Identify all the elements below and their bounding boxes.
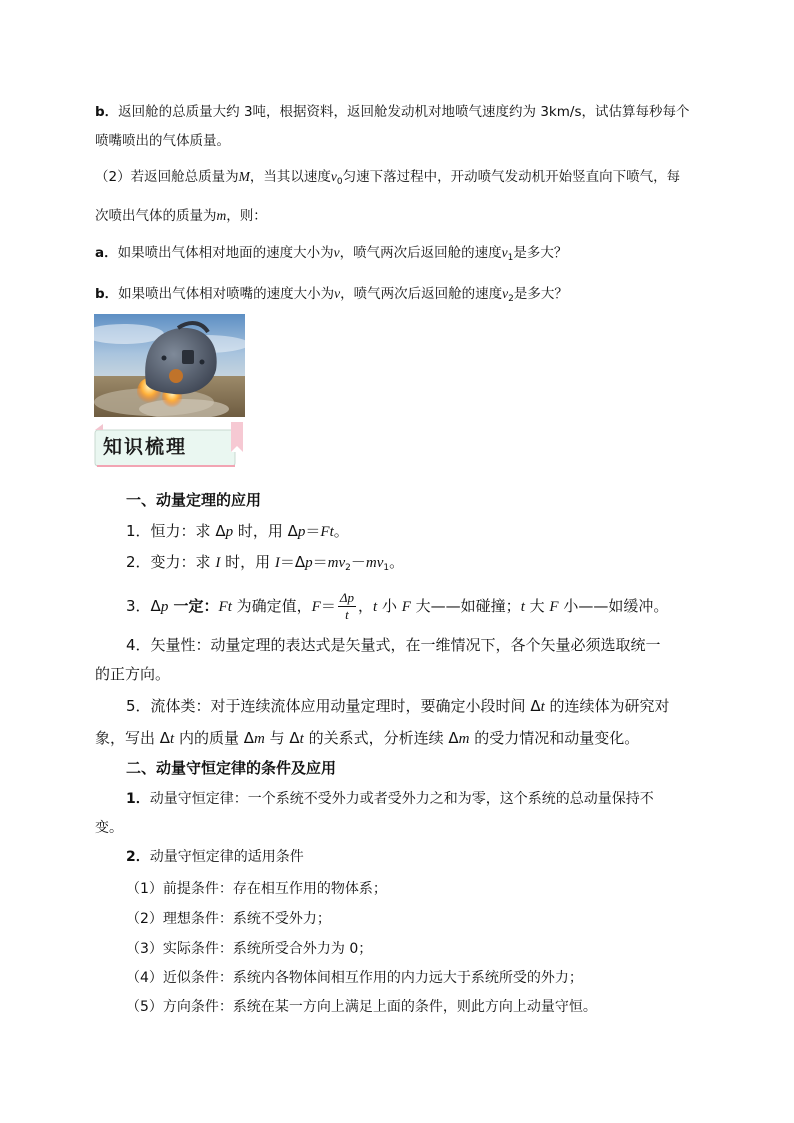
num: 3． — [126, 597, 151, 615]
txt: ＝ — [305, 522, 321, 540]
s1-item-1 — [126, 520, 349, 543]
qa-text3: 是多大？ — [513, 245, 568, 261]
txt: 的连续体为研究对 — [544, 697, 670, 715]
var-F: F — [401, 599, 411, 615]
problem-b-text: 返回舱的总质量大约 3吨，根据资料，返回舱发动机对地喷气速度约为 3km/s，试估算每秒每个 — [118, 104, 690, 120]
txt: 的受力情况和动量变化。 — [469, 729, 640, 747]
section-1-heading: 一、动量定理的应用 — [126, 491, 262, 509]
s1-item-5-cont — [95, 727, 639, 750]
qb-text3: 是多大？ — [513, 286, 568, 302]
txt: 内的质量 Δ — [174, 729, 255, 747]
var-t: t — [540, 699, 545, 715]
txt: 动量守恒定律的适用条件 — [149, 849, 304, 865]
s2-item-1 — [126, 789, 736, 809]
label-b2: b． — [95, 286, 119, 302]
label-b: b． — [95, 104, 119, 120]
txt: 与 Δ — [264, 729, 300, 747]
sub-1: 1 — [507, 253, 514, 263]
var-mv: mv — [327, 555, 346, 571]
question-a — [95, 243, 705, 263]
txt: 矢量性：动量定理的表达式是矢量式，在一维情况下，各个矢量必须选取统一 — [150, 636, 661, 654]
num: 4． — [126, 636, 151, 654]
var-v2: v — [502, 286, 509, 301]
num: 5． — [126, 697, 151, 715]
condition-1: （1）前提条件：存在相互作用的物体系； — [126, 881, 387, 897]
problem-b-line — [95, 102, 705, 122]
var-I: I — [215, 555, 221, 571]
label-a: a． — [95, 245, 118, 261]
txt: 。 — [389, 553, 405, 571]
s1-item-4-cont: 的正方向。 — [95, 665, 171, 683]
q2-mid: ，当其以速度 — [249, 169, 331, 185]
txt: ＝ — [312, 553, 328, 571]
sub: 1 — [383, 563, 390, 573]
txt: Δ — [150, 597, 161, 615]
s1-item-3 — [126, 590, 668, 623]
var-p: p — [160, 599, 169, 615]
num: 1． — [126, 522, 151, 540]
var-m: m — [216, 208, 227, 223]
var-v1: v — [501, 245, 508, 260]
var-p: p — [297, 524, 306, 540]
txt: 动量守恒定律：一个系统不受外力或者受外力之和为零，这个系统的总动量保持不 — [149, 791, 654, 807]
condition-2: （2）理想条件：系统不受外力； — [126, 911, 331, 927]
txt: ＝Δ — [279, 553, 306, 571]
banner-title: 知识梳理 — [103, 436, 188, 458]
var-t: t — [373, 599, 378, 615]
s2-item-1-cont: 变。 — [95, 820, 123, 836]
var-m: m — [458, 731, 470, 747]
return-capsule-photo — [94, 314, 245, 417]
txt: 变力：求 — [150, 553, 216, 571]
s1-item-2 — [126, 551, 404, 574]
var-t: t — [299, 731, 304, 747]
s1-item-4 — [126, 634, 661, 656]
condition-4: （4）近似条件：系统内各物体间相互作用的内力远大于系统所受的外力； — [126, 970, 583, 986]
var-m: m — [254, 731, 265, 747]
q2-cont-a: 次喷出气体的质量为 — [95, 208, 217, 224]
txt: 一定： — [168, 597, 219, 615]
txt: 小——如缓冲。 — [558, 597, 669, 615]
q2-rest: 匀速下落过程中，开动喷气发动机开始竖直向下喷气，每 — [342, 169, 681, 185]
txt: 时，用 Δ — [233, 522, 298, 540]
question-2-line — [95, 167, 705, 187]
txt: 大——如碰撞； — [410, 597, 521, 615]
txt: 小 — [377, 597, 402, 615]
txt: ， — [358, 597, 374, 615]
var-v0: v — [330, 169, 337, 184]
q2-cont-b: ，则： — [226, 208, 267, 224]
txt: 时，用 — [220, 553, 275, 571]
txt: 流体类：对于连续流体应用动量定理时，要确定小段时间 Δ — [150, 697, 541, 715]
var-I: I — [274, 555, 280, 571]
txt: 为确定值， — [231, 597, 312, 615]
num: 1． — [126, 791, 150, 807]
num: 2． — [126, 849, 150, 865]
txt: 象，写出 Δ — [95, 729, 171, 747]
qa-text2: ，喷气两次后返回舱的速度 — [339, 245, 502, 261]
qb-text1: 如果喷出气体相对喷嘴的速度大小为 — [118, 286, 335, 302]
condition-5: （5）方向条件：系统在某一方向上满足上面的条件，则此方向上动量守恒。 — [126, 999, 597, 1015]
capsule-illustration — [94, 314, 245, 417]
var-v: v — [333, 245, 340, 260]
var-Ft: Ft — [218, 599, 232, 615]
condition-3: （3）实际条件：系统所受合外力为 0； — [126, 941, 373, 957]
txt: 恒力：求 Δ — [150, 522, 226, 540]
question-2-cont — [95, 206, 705, 226]
problem-b-cont: 喷嘴喷出的气体质量。 — [95, 133, 230, 149]
var-p: p — [225, 524, 234, 540]
var-F: F — [549, 599, 559, 615]
var-t: t — [170, 731, 175, 747]
var-mv: mv — [365, 555, 384, 571]
question-b — [95, 284, 705, 304]
var-F: F — [311, 599, 321, 615]
var-p: p — [305, 555, 313, 571]
var-v-b: v — [334, 286, 341, 301]
txt: 大 — [524, 597, 550, 615]
s1-item-5 — [126, 695, 670, 718]
sub-0: 0 — [336, 177, 343, 187]
knowledge-banner — [93, 422, 245, 470]
txt: － — [350, 553, 366, 571]
fraction — [338, 590, 356, 623]
section-2-heading: 二、动量守恒定律的条件及应用 — [126, 759, 337, 777]
s2-item-2 — [126, 847, 736, 867]
sub-2: 2 — [508, 294, 514, 304]
fraction-denominator: t — [345, 607, 349, 622]
sub: 2 — [345, 563, 351, 573]
var-t: t — [520, 599, 525, 615]
qb-text2: ，喷气两次后返回舱的速度 — [340, 286, 503, 302]
txt: ＝ — [320, 597, 336, 615]
var-Ft: Ft — [320, 524, 334, 540]
fraction-numerator: Δp — [339, 590, 354, 605]
var-M: M — [238, 169, 250, 184]
num: 2． — [126, 553, 151, 571]
qa-text1: 如果喷出气体相对地面的速度大小为 — [117, 245, 334, 261]
q2-prefix: （2）若返回舱总质量为 — [95, 169, 239, 185]
txt: 的关系式，分析连续 Δ — [303, 729, 459, 747]
txt: 。 — [333, 522, 349, 540]
